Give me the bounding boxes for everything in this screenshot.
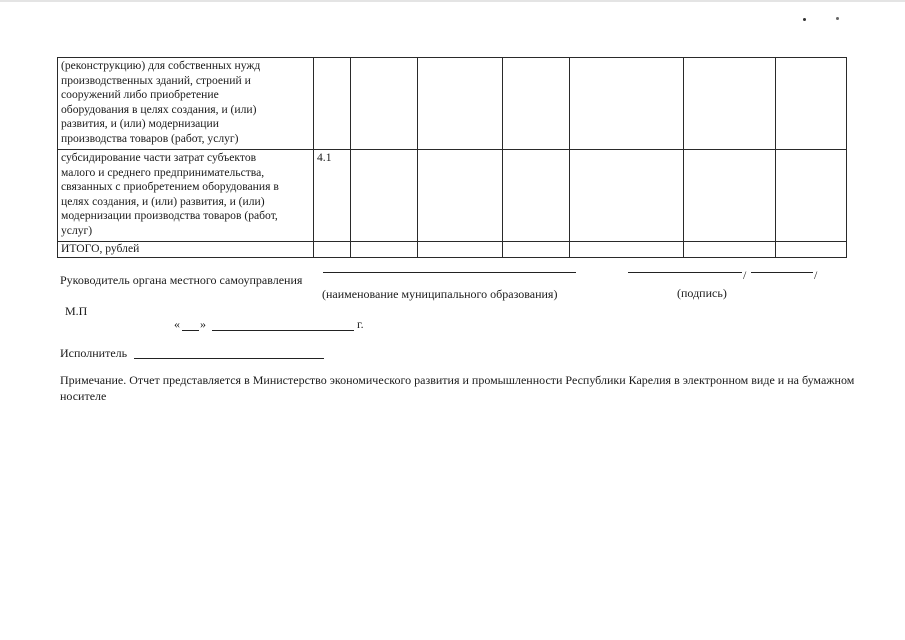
table-cell [418, 242, 503, 258]
municipality-line [323, 272, 576, 273]
table-row [58, 150, 847, 242]
month-year-line [212, 330, 354, 331]
executor-label: Исполнитель [60, 346, 128, 360]
table-cell [776, 58, 847, 150]
table-cell [503, 150, 570, 242]
table-cell [570, 242, 684, 258]
day-line [182, 330, 199, 331]
signature-slash: / [743, 268, 747, 282]
note-text: Примечание. Отчет представляется в Министерство экономического развития и промышленности Республики Карелия в электронном виде и на бумажном носителе [60, 373, 855, 403]
year-suffix: г. [357, 317, 364, 331]
scan-speck [803, 18, 806, 21]
table-cell [503, 242, 570, 258]
total-label: ИТОГО, рублей [58, 242, 314, 258]
report-table [57, 57, 847, 258]
table-row-total [58, 242, 847, 258]
row-description: субсидирование части затрат субъектов малого и среднего предпринимательства, связанных с приобретением оборудования в целях создания, и (или) развития, и (или) модернизации производства товаров (работ, услуг) [58, 150, 314, 242]
table-cell [418, 58, 503, 150]
date-open-quote: « [174, 317, 180, 331]
table-cell [503, 58, 570, 150]
table-cell [684, 150, 776, 242]
row-code: 4.1 [314, 150, 351, 242]
table-cell [418, 150, 503, 242]
signature-caption: (подпись) [677, 286, 727, 300]
scan-edge [0, 0, 905, 2]
table-cell [570, 150, 684, 242]
table-cell [351, 150, 418, 242]
row-code [314, 58, 351, 150]
signature-slash: / [814, 268, 818, 282]
head-label: Руководитель органа местного самоуправления [60, 273, 303, 287]
stamp-label: М.П [65, 304, 88, 318]
row-code [314, 242, 351, 258]
date-close-quote: » [200, 317, 206, 331]
executor-line [134, 358, 324, 359]
scan-speck [836, 17, 839, 20]
municipality-caption: (наименование муниципального образования) [322, 287, 558, 301]
signature-line [628, 272, 742, 273]
table-cell [776, 242, 847, 258]
row-description: (реконструкцию) для собственных нужд производственных зданий, строений и сооружений либо приобретение оборудования в целях создания, и (или) развития, и (или) модернизации производства товаров (работ, услуг) [58, 58, 314, 150]
table-cell [351, 58, 418, 150]
table-cell [570, 58, 684, 150]
table-row [58, 58, 847, 150]
table-cell [684, 242, 776, 258]
name-line [751, 272, 813, 273]
table-cell [684, 58, 776, 150]
table-cell [351, 242, 418, 258]
table-cell [776, 150, 847, 242]
